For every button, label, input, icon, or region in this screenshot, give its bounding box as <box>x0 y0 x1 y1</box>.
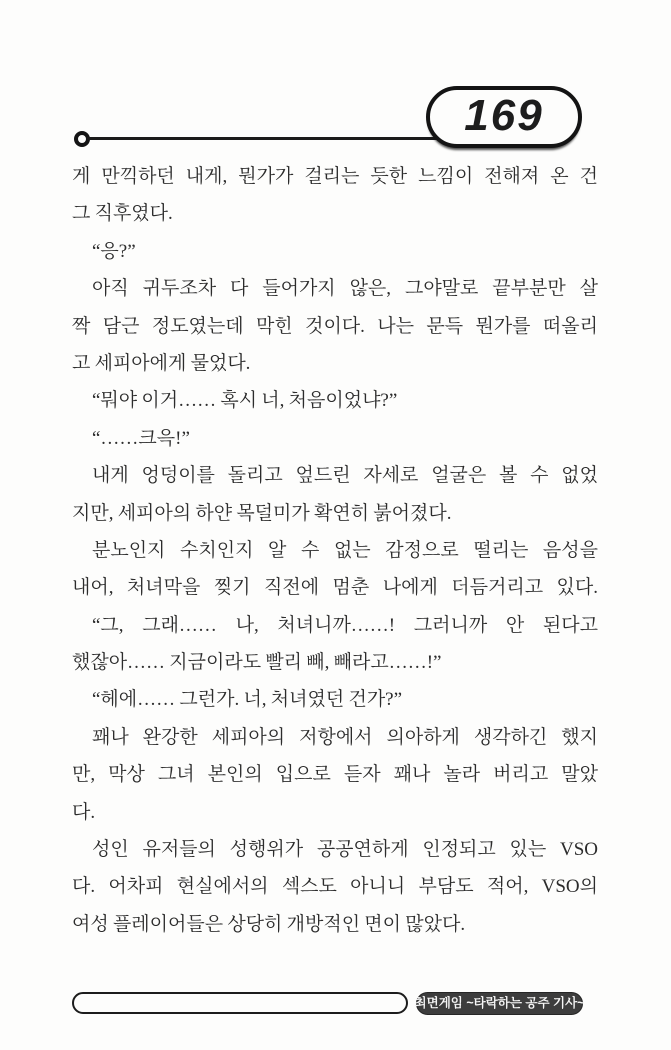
series-title-badge <box>416 992 583 1015</box>
text-line: 그 직후였다. <box>72 203 173 225</box>
text-line: 성인 유저들의 성행위가 공공연하게 인정되고 있는 VSO <box>92 839 598 861</box>
page-number-badge <box>426 86 582 148</box>
text-line: 내게 엉덩이를 돌리고 엎드린 자세로 얼굴은 볼 수 없었 <box>92 465 598 487</box>
text-line: 만, 막상 그녀 본인의 입으로 듣자 꽤나 놀라 버리고 말았 <box>72 764 598 786</box>
footer-left-bar <box>72 992 408 1014</box>
text-line: “헤에…… 그런가. 너, 처녀였던 건가?” <box>92 689 403 711</box>
text-line: 분노인지 수치인지 알 수 없는 감정으로 떨리는 음성을 <box>92 539 598 561</box>
text-line: 지만, 세피아의 하얀 목덜미가 확연히 붉어졌다. <box>72 502 452 524</box>
body-text <box>72 158 598 943</box>
text-line: “뭐야 이거…… 혹시 너, 처음이었냐?” <box>92 390 398 412</box>
header-rule <box>86 137 438 140</box>
text-line: 꽤나 완강한 세피아의 저항에서 의아하게 생각하긴 했지 <box>92 726 598 748</box>
text-line: 다. 어차피 현실에서의 섹스도 아니니 부담도 적어, VSO의 <box>72 876 598 898</box>
text-line: 했잖아…… 지금이라도 빨리 빼, 빼라고……!” <box>72 652 442 674</box>
text-line: 아직 귀두조차 다 들어가지 않은, 그야말로 끝부분만 살 <box>92 278 598 300</box>
text-line: “……크윽!” <box>92 427 190 449</box>
text-line: “그, 그래…… 나, 처녀니까……! 그러니까 안 된다고 <box>92 614 598 636</box>
text-line: 고 세피아에게 물었다. <box>72 352 251 374</box>
text-line: 여성 플레이어들은 상당히 개방적인 면이 많았다. <box>72 913 466 935</box>
text-line: 다. <box>72 801 96 823</box>
text-line: 짝 담근 정도였는데 막힌 것이다. 나는 문득 뭔가를 떠올리 <box>72 315 598 337</box>
series-title: 최면게임 ~타락하는 공주 기사~ <box>414 996 585 1011</box>
page-number: 169 <box>464 91 544 140</box>
text-line: 게 만끽하던 내게, 뭔가가 걸리는 듯한 느낌이 전해져 온 건 <box>72 166 598 187</box>
text-line: “응?” <box>92 240 136 262</box>
text-line: 내어, 처녀막을 찢기 직전에 멈춘 나에게 더듬거리고 있다. <box>72 577 598 599</box>
